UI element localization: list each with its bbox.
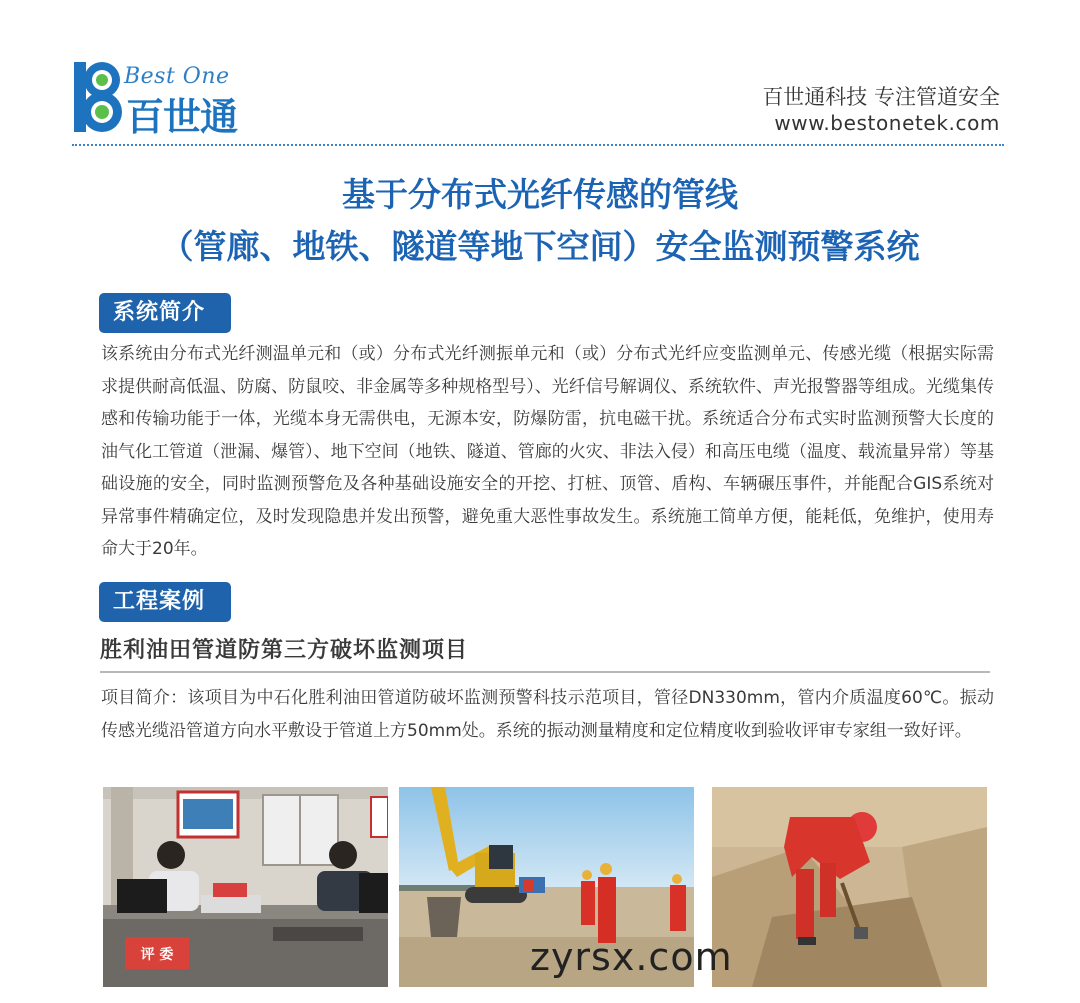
company-tagline: 百世通科技 专注管道安全 (762, 85, 1000, 109)
page-title-line1: 基于分布式光纤传感的管线 (342, 175, 738, 214)
header-divider (72, 144, 1004, 146)
section-heading-cases: 工程案例 (99, 582, 231, 622)
project-paragraph: 项目简介：该项目为中石化胜利油田管道防破坏监测预警科技示范项目，管径DN330mm，管内介质温度60℃。振动传感光缆沿管道方向水平敷设于管道上方50mm处。系统的振动测量精度和定位精度收到验收评审专家组一致好评。 (101, 688, 994, 741)
header-info (762, 84, 1000, 136)
logo-b-mark-icon (72, 60, 126, 134)
intro-paragraph: 该系统由分布式光纤测温单元和（或）分布式光纤测振单元和（或）分布式光纤应变监测单元、传感光缆（根据实际需求提供耐高低温、防腐、防鼠咬、非金属等多种规格型号）、光纤信号解调仪、系统软件、声光报警器等组成。光缆集传感和传输功能于一体，光缆本身无需供电，无源本安，防爆防雷，抗电磁干扰。系统适合分布式实时监测预警大长度的油气化工管道（泄漏、爆管）、地下空间（地铁、隧道、管廊的火灾、非法入侵）和高压电缆（温度、载流量异常）等基础设施的安全，同时监测预警危及各种基础设施安全的开挖、打桩、顶管、盾构、车辆碾压事件，并能配合GIS系统对异常事件精确定位，及时发现隐患并发出预警，避免重大恶性事故发生。系统施工简单方便，能耗低，免维护，使用寿命大于20年。 (101, 344, 994, 559)
project-title-underline (100, 671, 990, 673)
project-title: 胜利油田管道防第三方破坏监测项目 (100, 638, 469, 663)
watermark: zyrsx.com (530, 935, 733, 979)
company-logo (72, 60, 262, 138)
logo-script-text: Best One (124, 64, 230, 89)
photo-worker-trench (712, 787, 987, 987)
section-heading-intro: 系统简介 (99, 293, 231, 333)
page-title-line2: （管廊、地铁、隧道等地下空间）安全监测预警系统 (160, 227, 920, 266)
photo-sign-text: 评 委 (140, 947, 174, 963)
logo-chinese-text: 百世通 (126, 95, 238, 139)
company-website: www.bestonetek.com (774, 111, 1000, 135)
photo-monitoring-office (103, 787, 388, 987)
